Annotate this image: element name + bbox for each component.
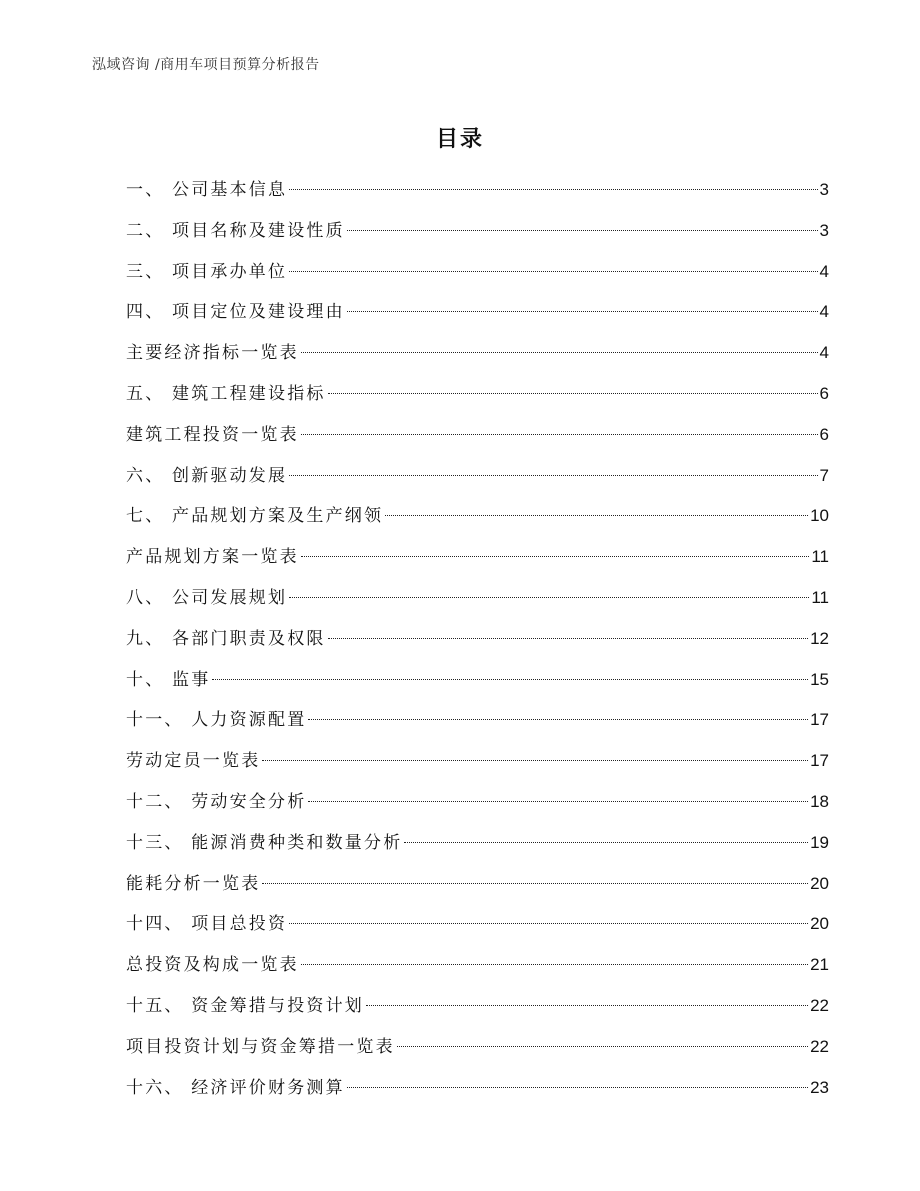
toc-entry[interactable] [126, 1027, 829, 1068]
dot-leader [385, 515, 808, 516]
toc-entry[interactable] [126, 415, 829, 456]
toc-page-number: 6 [819, 383, 829, 403]
toc-entry-label: 十二、 劳动安全分析 [126, 791, 307, 812]
toc-entry-label: 十五、 资金筹措与投资计划 [126, 995, 365, 1016]
dot-leader [301, 352, 818, 353]
dot-leader [289, 189, 817, 190]
dot-leader [212, 679, 808, 680]
toc-entry[interactable] [126, 700, 829, 741]
table-of-contents [126, 170, 829, 1108]
toc-page-number: 12 [810, 628, 829, 648]
toc-entry[interactable] [126, 619, 829, 660]
dot-leader [397, 1046, 808, 1047]
dot-leader [308, 801, 808, 802]
dot-leader [328, 638, 808, 639]
toc-entry[interactable] [126, 1068, 829, 1109]
dot-leader [301, 964, 808, 965]
toc-entry[interactable] [126, 578, 829, 619]
toc-page-number: 18 [810, 791, 829, 811]
toc-entry-label: 十四、 项目总投资 [126, 914, 288, 935]
toc-entry[interactable] [126, 660, 829, 701]
dot-leader [262, 883, 808, 884]
toc-page-number: 22 [810, 1036, 829, 1056]
toc-entry-label: 五、 建筑工程建设指标 [126, 383, 326, 404]
toc-entry[interactable] [126, 374, 829, 415]
dot-leader [289, 271, 817, 272]
toc-entry-label: 四、 项目定位及建设理由 [126, 302, 345, 323]
toc-entry[interactable] [126, 252, 829, 293]
toc-page-number: 17 [810, 751, 829, 771]
toc-page-number: 23 [810, 1077, 829, 1097]
dot-leader [289, 923, 808, 924]
toc-page-number: 4 [819, 302, 829, 322]
toc-page-number: 4 [819, 261, 829, 281]
toc-page-number: 4 [819, 343, 829, 363]
dot-leader [289, 475, 817, 476]
toc-entry-label: 总投资及构成一览表 [126, 955, 299, 976]
toc-page-number: 10 [810, 506, 829, 526]
toc-page-number: 15 [810, 669, 829, 689]
toc-entry[interactable] [126, 823, 829, 864]
toc-entry[interactable] [126, 292, 829, 333]
toc-page-number: 7 [819, 465, 829, 485]
toc-entry-label: 主要经济指标一览表 [126, 343, 299, 364]
toc-entry[interactable] [126, 741, 829, 782]
toc-entry[interactable] [126, 456, 829, 497]
toc-entry-label: 劳动定员一览表 [126, 751, 261, 772]
toc-entry-label: 八、 公司发展规划 [126, 587, 288, 608]
toc-entry-label: 六、 创新驱动发展 [126, 465, 288, 486]
toc-page-number: 3 [819, 220, 829, 240]
toc-entry[interactable] [126, 864, 829, 905]
dot-leader [262, 760, 808, 761]
toc-entry-label: 能耗分析一览表 [126, 873, 261, 894]
toc-entry[interactable] [126, 782, 829, 823]
toc-page-number: 22 [810, 995, 829, 1015]
toc-page-number: 20 [810, 873, 829, 893]
toc-entry[interactable] [126, 170, 829, 211]
toc-page-number: 11 [811, 547, 829, 567]
toc-page-number: 19 [810, 832, 829, 852]
page-header: 泓域咨询 /商用车项目预算分析报告 [92, 57, 320, 73]
dot-leader [328, 393, 818, 394]
toc-entry-label: 十、 监事 [126, 669, 211, 690]
toc-page-number: 3 [819, 180, 829, 199]
toc-entry-label: 一、 公司基本信息 [126, 180, 288, 200]
dot-leader [301, 556, 810, 557]
dot-leader [404, 842, 808, 843]
dot-leader [347, 311, 818, 312]
toc-entry-label: 项目投资计划与资金筹措一览表 [126, 1036, 395, 1057]
toc-entry[interactable] [126, 986, 829, 1027]
dot-leader [347, 230, 818, 231]
dot-leader [289, 597, 809, 598]
toc-entry-label: 建筑工程投资一览表 [126, 424, 299, 445]
toc-entry[interactable] [126, 904, 829, 945]
toc-entry-label: 三、 项目承办单位 [126, 261, 288, 282]
toc-entry[interactable] [126, 211, 829, 252]
toc-entry[interactable] [126, 333, 829, 374]
toc-page-number: 17 [810, 710, 829, 730]
toc-page-number: 6 [819, 424, 829, 444]
toc-entry-label: 十三、 能源消费种类和数量分析 [126, 832, 403, 853]
toc-entry[interactable] [126, 945, 829, 986]
dot-leader [347, 1087, 808, 1088]
toc-page-number: 11 [811, 587, 829, 607]
toc-page-number: 21 [810, 955, 829, 975]
toc-entry-label: 二、 项目名称及建设性质 [126, 220, 345, 241]
toc-title: 目录 [435, 127, 484, 152]
toc-entry-label: 十一、 人力资源配置 [126, 710, 307, 731]
dot-leader [308, 719, 808, 720]
dot-leader [366, 1005, 808, 1006]
toc-entry-label: 七、 产品规划方案及生产纲领 [126, 506, 384, 527]
dot-leader [301, 434, 818, 435]
toc-entry[interactable] [126, 496, 829, 537]
toc-entry-label: 产品规划方案一览表 [126, 547, 299, 568]
toc-page-number: 20 [810, 914, 829, 934]
toc-entry[interactable] [126, 537, 829, 578]
toc-entry-label: 九、 各部门职责及权限 [126, 628, 326, 649]
toc-entry-label: 十六、 经济评价财务测算 [126, 1077, 345, 1098]
